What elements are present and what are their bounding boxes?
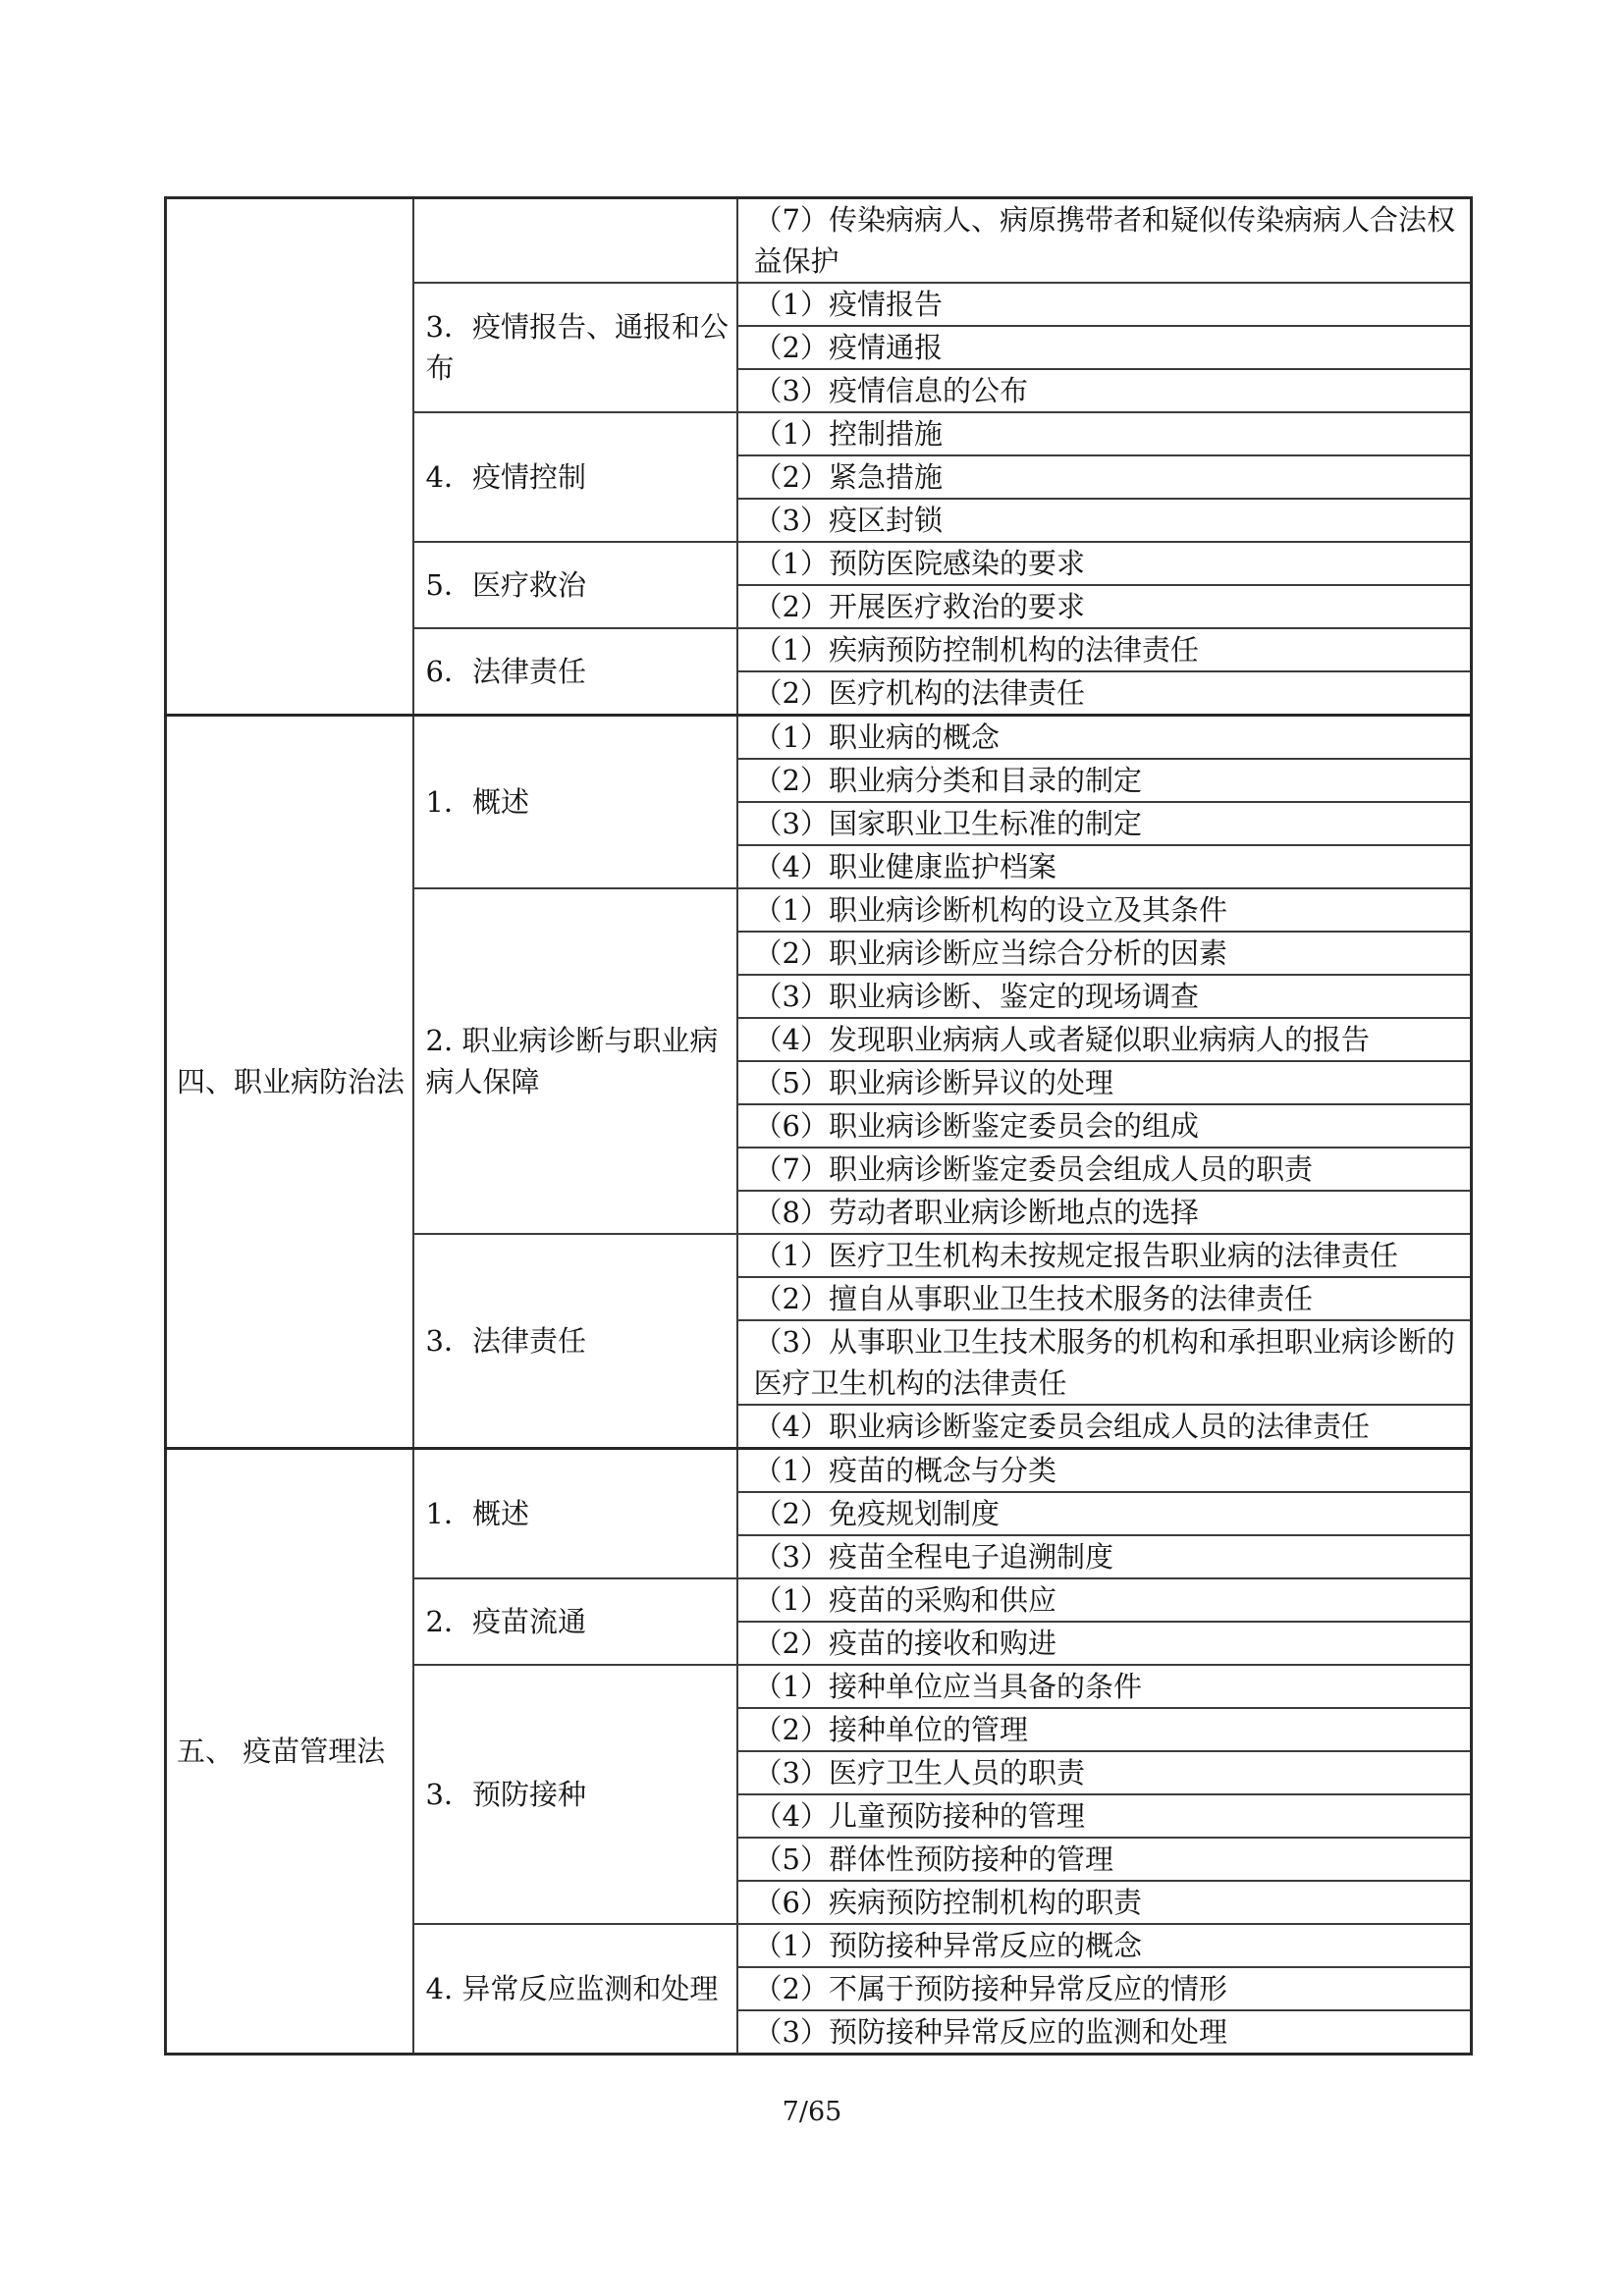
group-label-cell: 1．概述 <box>413 716 737 889</box>
topic-item-cell: （7）传染病病人、病原携带者和疑似传染病病人合法权益保护 <box>737 198 1472 284</box>
topic-item-cell: （3）疫区封锁 <box>737 499 1472 542</box>
group-label-cell: 3．疫情报告、通报和公布 <box>413 283 737 412</box>
group-label-cell: 6．法律责任 <box>413 628 737 716</box>
topic-item-cell: （5）职业病诊断异议的处理 <box>737 1061 1472 1104</box>
topic-item-cell: （3）从事职业卫生技术服务的机构和承担职业病诊断的医疗卫生机构的法律责任 <box>737 1320 1472 1405</box>
topic-item-cell: （6）疾病预防控制机构的职责 <box>737 1881 1472 1924</box>
topic-item-cell: （2）职业病分类和目录的制定 <box>737 759 1472 802</box>
group-label-cell: 5．医疗救治 <box>413 542 737 628</box>
topic-item-cell: （2）疫苗的接收和购进 <box>737 1622 1472 1665</box>
topic-item-cell: （1）疫情报告 <box>737 283 1472 326</box>
topic-item-cell: （7）职业病诊断鉴定委员会组成人员的职责 <box>737 1148 1472 1191</box>
group-label-cell: 4. 异常反应监测和处理 <box>413 1924 737 2055</box>
group-label-cell: 4．疫情控制 <box>413 412 737 542</box>
topic-item-cell: （8）劳动者职业病诊断地点的选择 <box>737 1191 1472 1234</box>
group-label-cell <box>413 198 737 284</box>
topic-item-cell: （1）疫苗的采购和供应 <box>737 1578 1472 1622</box>
topic-item-cell: （1）控制措施 <box>737 412 1472 455</box>
topic-item-cell: （2）开展医疗救治的要求 <box>737 585 1472 628</box>
topic-item-cell: （3）疫苗全程电子追溯制度 <box>737 1535 1472 1578</box>
group-label-cell: 3．法律责任 <box>413 1234 737 1449</box>
topic-item-cell: （3）预防接种异常反应的监测和处理 <box>737 2010 1472 2055</box>
table-row <box>166 1449 1472 1493</box>
topic-item-cell: （1）接种单位应当具备的条件 <box>737 1665 1472 1708</box>
topic-item-cell: （3）疫情信息的公布 <box>737 369 1472 412</box>
topic-item-cell: （1）预防医院感染的要求 <box>737 542 1472 585</box>
topic-item-cell: （4）职业病诊断鉴定委员会组成人员的法律责任 <box>737 1405 1472 1449</box>
topic-item-cell: （1）医疗卫生机构未按规定报告职业病的法律责任 <box>737 1234 1472 1277</box>
page-number: 7/65 <box>782 2097 842 2127</box>
topic-item-cell: （4）职业健康监护档案 <box>737 845 1472 888</box>
topic-item-cell: （4）发现职业病病人或者疑似职业病病人的报告 <box>737 1018 1472 1061</box>
group-label-cell: 1．概述 <box>413 1449 737 1579</box>
topic-item-cell: （2）接种单位的管理 <box>737 1708 1472 1751</box>
syllabus-table <box>164 196 1473 2056</box>
table-row <box>166 716 1472 760</box>
section-title-cell <box>166 198 413 716</box>
topic-item-cell: （5）群体性预防接种的管理 <box>737 1838 1472 1881</box>
topic-item-cell: （2）不属于预防接种异常反应的情形 <box>737 1967 1472 2010</box>
topic-item-cell: （2）职业病诊断应当综合分析的因素 <box>737 932 1472 975</box>
section-title-cell: 四、职业病防治法 <box>166 716 413 1449</box>
topic-item-cell: （2）医疗机构的法律责任 <box>737 671 1472 716</box>
topic-item-cell: （3）职业病诊断、鉴定的现场调查 <box>737 975 1472 1018</box>
table-row <box>166 198 1472 284</box>
topic-item-cell: （1）疾病预防控制机构的法律责任 <box>737 628 1472 671</box>
topic-item-cell: （1）职业病的概念 <box>737 716 1472 760</box>
topic-item-cell: （6）职业病诊断鉴定委员会的组成 <box>737 1104 1472 1148</box>
topic-item-cell: （1）疫苗的概念与分类 <box>737 1449 1472 1493</box>
topic-item-cell: （2）紧急措施 <box>737 455 1472 499</box>
topic-item-cell: （1）职业病诊断机构的设立及其条件 <box>737 888 1472 932</box>
topic-item-cell: （2）免疫规划制度 <box>737 1492 1472 1535</box>
topic-item-cell: （1）预防接种异常反应的概念 <box>737 1924 1472 1967</box>
topic-item-cell: （3）医疗卫生人员的职责 <box>737 1751 1472 1794</box>
group-label-cell: 2．疫苗流通 <box>413 1578 737 1665</box>
group-label-cell: 2. 职业病诊断与职业病病人保障 <box>413 888 737 1234</box>
section-title-cell: 五、 疫苗管理法 <box>166 1449 413 2055</box>
topic-item-cell: （2）疫情通报 <box>737 326 1472 369</box>
topic-item-cell: （3）国家职业卫生标准的制定 <box>737 802 1472 845</box>
topic-item-cell: （4）儿童预防接种的管理 <box>737 1794 1472 1838</box>
topic-item-cell: （2）擅自从事职业卫生技术服务的法律责任 <box>737 1277 1472 1320</box>
group-label-cell: 3．预防接种 <box>413 1665 737 1924</box>
